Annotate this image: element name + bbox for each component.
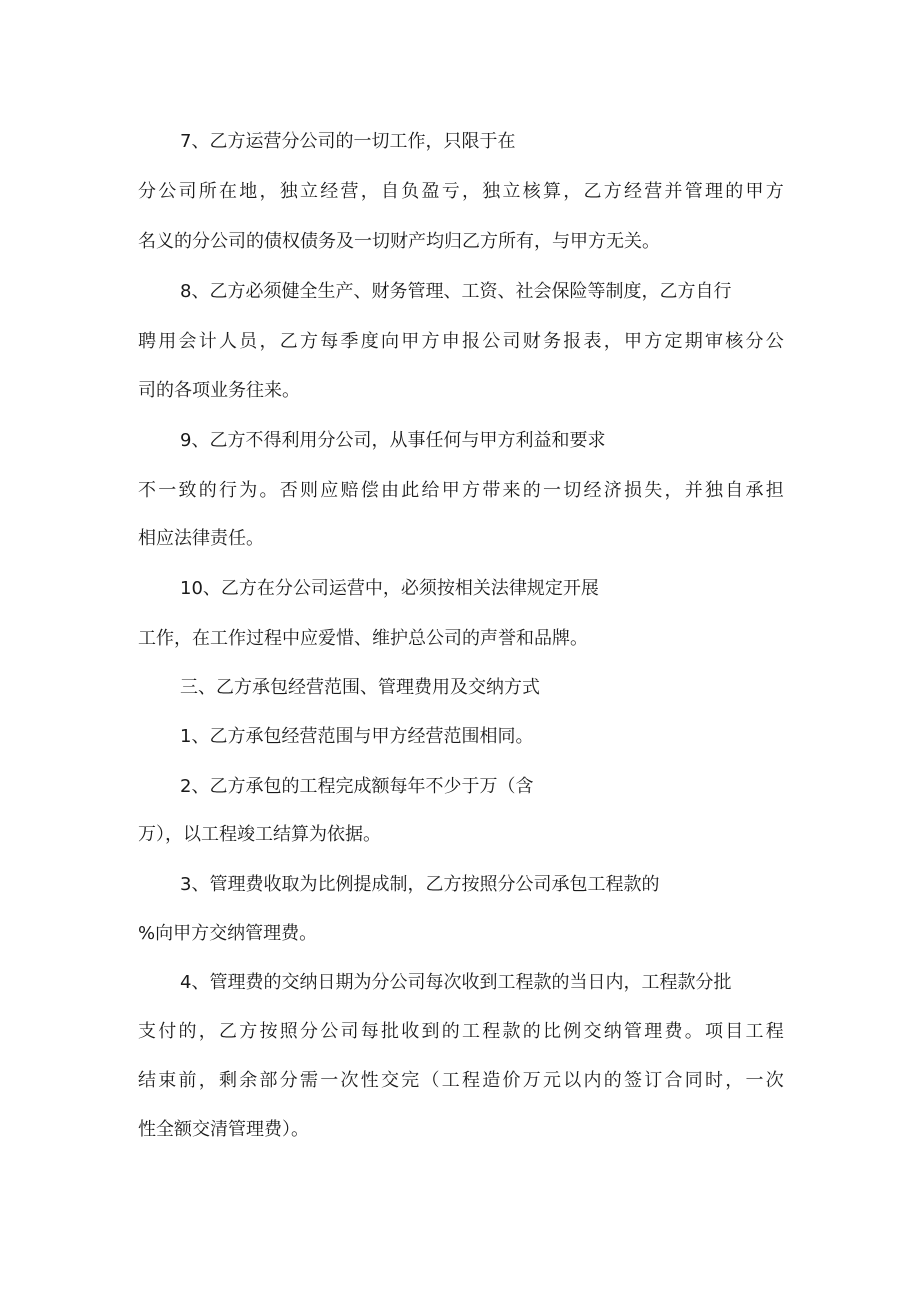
clause-8-line-1: 8、乙方必须健全生产、财务管理、工资、社会保险等制度，乙方自行 [180,281,732,302]
clause-10-line-1: 10、乙方在分公司运营中，必须按相关法律规定开展 [180,578,599,599]
section-3-item-3-line-2: %向甲方交纳管理费。 [138,923,318,944]
section-3-item-2-line-1: 2、乙方承包的工程完成额每年不少于万（含 [180,776,534,797]
clause-7-line-2: 分 公 司 所 在 地 ， 独 立 经 营 ， 自 负 盈 亏 ， 独 立 核 算 ， 乙 方 经 营 并 管 理 的 甲 方 [138,181,784,202]
clause-7-line-3: 名义的分公司的债权债务及一切财产均归乙方所有，与甲方无关。 [138,231,660,252]
section-3-item-4-line-1: 4、管理费的交纳日期为分公司每次收到工程款的当日内，工程款分批 [180,972,732,993]
clause-9-line-2: 不 一 致 的 行 为 。 否 则 应 赔 偿 由 此 给 甲 方 带 来 的 一 切 经 济 损 失 ， 并 独 自 承 担 [138,480,784,501]
clause-7-line-1: 7、乙方运营分公司的一切工作，只限于在 [180,131,516,152]
section-3-item-2-line-2: 万），以工程竣工结算为依据。 [138,824,381,845]
section-3-heading: 三、乙方承包经营范围、管理费用及交纳方式 [180,677,540,698]
clause-9-line-3: 相应法律责任。 [138,528,264,549]
section-3-item-4-line-4: 性全额交清管理费）。 [138,1119,309,1140]
clause-8-line-2: 聘 用 会 计 人 员 ， 乙 方 每 季 度 向 甲 方 申 报 公 司 财 务 报 表 ， 甲 方 定 期 审 核 分 公 [138,331,784,352]
section-3-item-3-line-1: 3、管理费收取为比例提成制，乙方按照分公司承包工程款的 [180,874,660,895]
clause-8-line-3: 司的各项业务往来。 [138,380,300,401]
section-3-item-4-line-2: 支 付 的 ， 乙 方 按 照 分 公 司 每 批 收 到 的 工 程 款 的 比 例 交 纳 管 理 费 。 项 目 工 程 [138,1021,784,1042]
clause-10-line-2: 工作，在工作过程中应爱惜、维护总公司的声誉和品牌。 [138,628,588,649]
section-3-item-4-line-3: 结 束 前 ， 剩 余 部 分 需 一 次 性 交 完 （ 工 程 造 价 万 元 以 内 的 签 订 合 同 时 ， 一 次 [138,1070,784,1091]
section-3-item-1: 1、乙方承包经营范围与甲方经营范围相同。 [180,726,534,747]
clause-9-line-1: 9、乙方不得利用分公司，从事任何与甲方利益和要求 [180,430,606,451]
